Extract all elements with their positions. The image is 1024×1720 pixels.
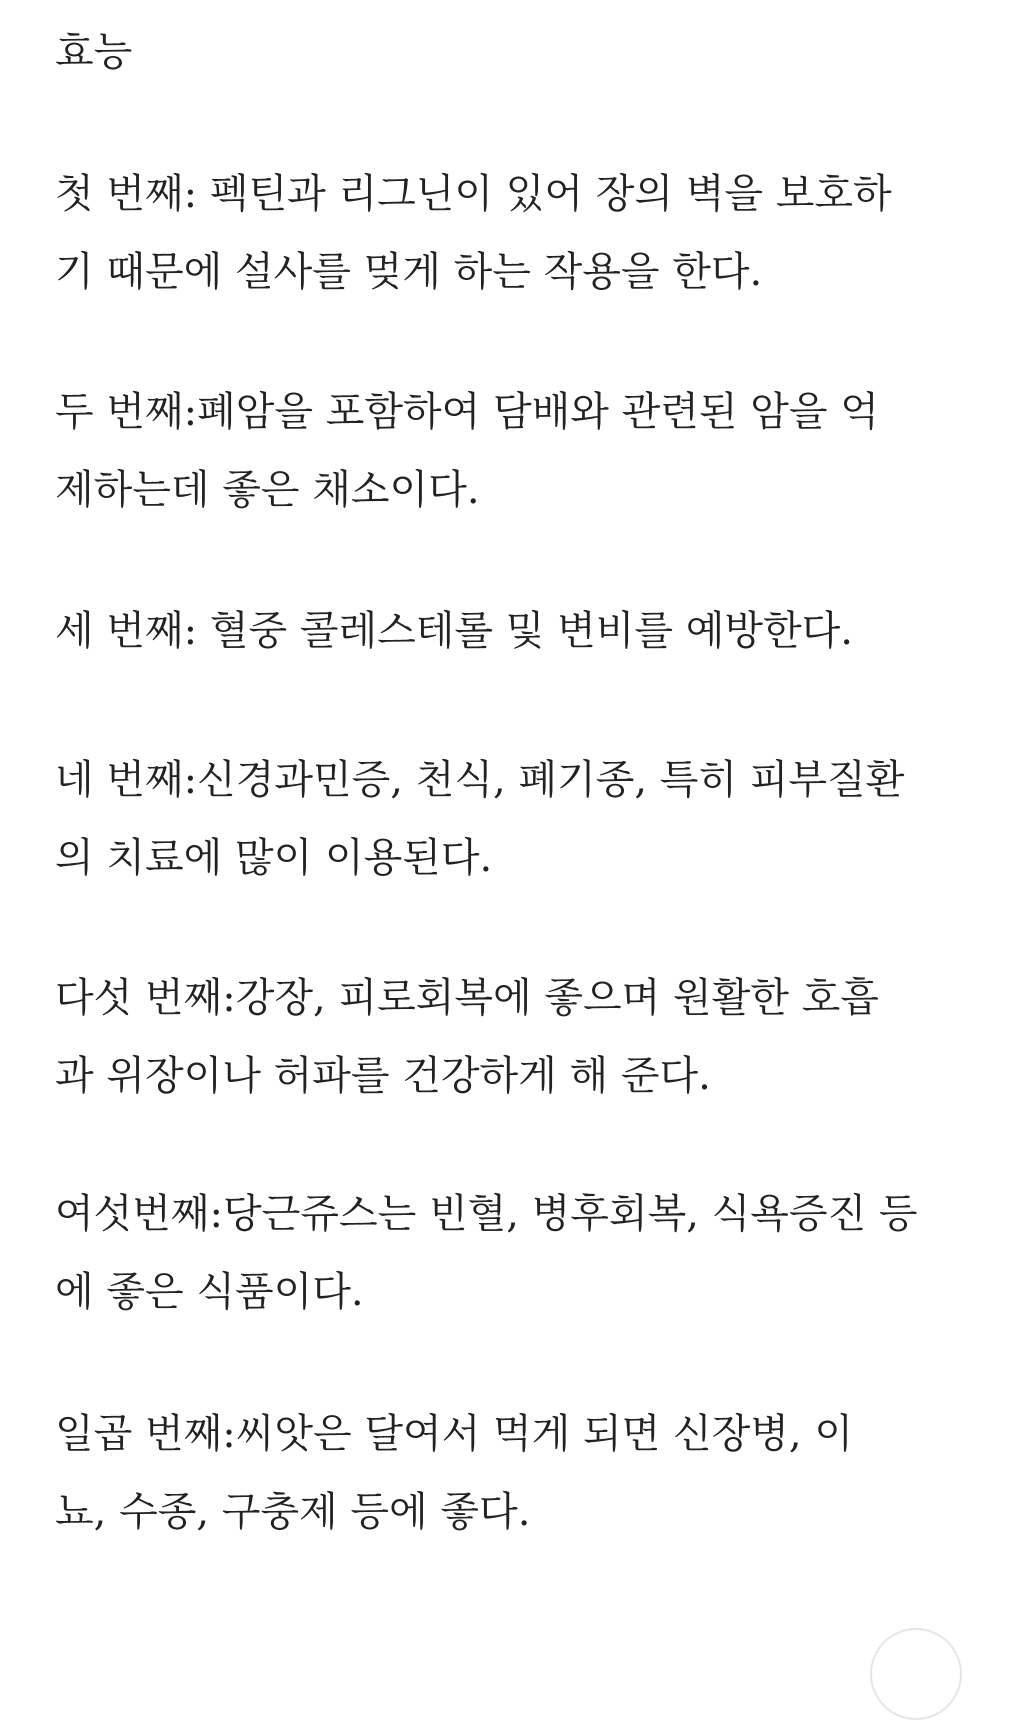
floating-scroll-button[interactable] <box>870 1628 962 1720</box>
paragraph-5 <box>55 959 879 1115</box>
paragraph-line: 일곱 번째:씨앗은 달여서 먹게 되면 신장병, 이 <box>55 1411 853 1457</box>
paragraph-line: 뇨, 수종, 구충제 등에 좋다. <box>55 1489 531 1535</box>
paragraph-line: 기 때문에 설사를 멎게 하는 작용을 한다. <box>55 249 763 295</box>
paragraph-1 <box>55 155 892 311</box>
paragraph-6 <box>55 1175 918 1331</box>
paragraph-line: 의 치료에 많이 이용된다. <box>55 835 493 881</box>
paragraph-2 <box>55 373 879 529</box>
paragraph-line: 네 번째:신경과민증, 천식, 폐기종, 특히 피부질환 <box>55 757 905 803</box>
paragraph-line: 에 좋은 식품이다. <box>55 1269 364 1315</box>
paragraph-line: 두 번째:폐암을 포함하여 담배와 관련된 암을 억 <box>55 389 879 435</box>
paragraph-4 <box>55 741 904 897</box>
paragraph-line: 여섯번째:당근쥬스는 빈혈, 병후회복, 식욕증진 등 <box>55 1191 918 1237</box>
paragraph-line: 다섯 번째:강장, 피로회복에 좋으며 원활한 호흡 <box>55 975 879 1021</box>
paragraph-line: 제하는데 좋은 채소이다. <box>55 467 480 513</box>
paragraph-line: 과 위장이나 허파를 건강하게 해 준다. <box>55 1053 711 1099</box>
paragraph-3 <box>55 592 853 670</box>
section-heading: 효능 <box>55 29 133 75</box>
paragraph-7 <box>55 1395 853 1551</box>
paragraph-line: 첫 번째: 펙틴과 리그닌이 있어 장의 벽을 보호하 <box>55 171 892 217</box>
paragraph-line: 세 번째: 혈중 콜레스테롤 및 변비를 예방한다. <box>55 608 853 654</box>
